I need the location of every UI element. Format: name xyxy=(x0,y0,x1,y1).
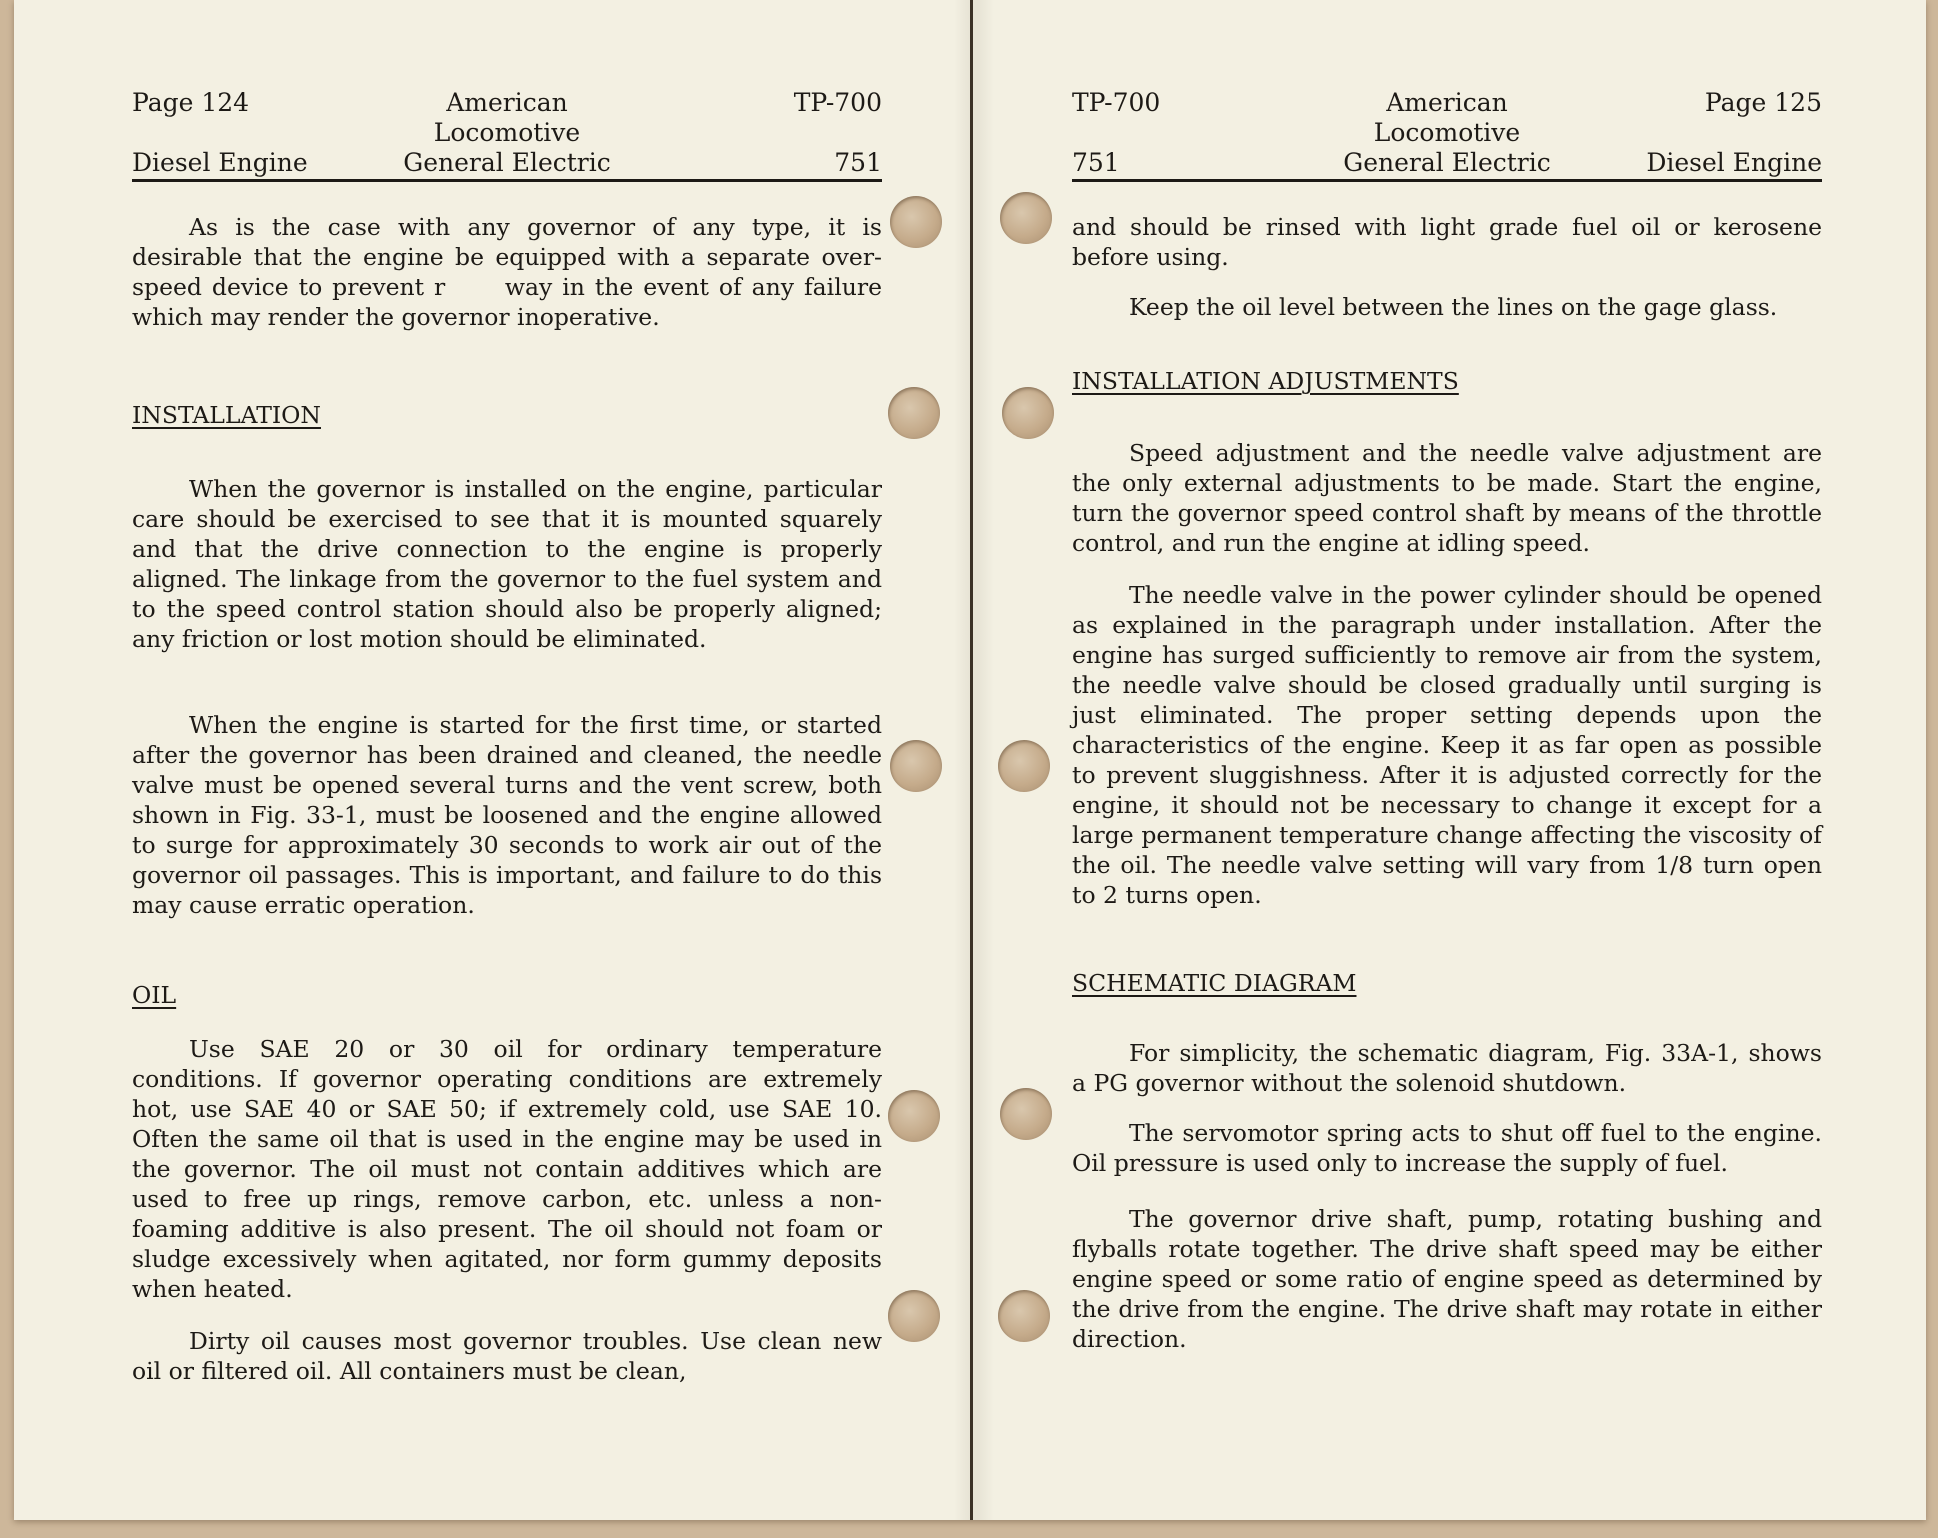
continued-paragraph: and should be rinsed with light grade fuel oil or kerosene before using. xyxy=(1072,213,1822,271)
punch-hole xyxy=(998,1290,1050,1342)
intro-paragraph: As is the case with any governor of any type, it is desirable that the engine be equipped with a separate over-speed device to prevent r way in the event of any failure which may render the governor inoperative. xyxy=(132,213,890,331)
open-manual-spread xyxy=(14,0,1926,1520)
model-number: 751 xyxy=(1072,148,1120,177)
schematic-paragraph: The governor drive shaft, pump, rotating bushing and flyballs rotate together. The drive shaft speed may be either engine speed or some ratio of engine speed as determined by the drive from the engine. The drive shaft may rotate in either direction. xyxy=(1072,1205,1822,1353)
punch-hole xyxy=(888,1090,940,1142)
model-number: 751 xyxy=(834,148,882,177)
punch-hole xyxy=(890,196,942,248)
installation-paragraph: When the engine is started for the first time, or started after the governor has been drained and cleaned, the needle valve must be opened several turns and the vent screw, both shown in Fig. 33-1, must be loosened and the engine allowed to surge for approximately 30 seconds to work air out of the governor oil passages. This is important, and failure to do this may cause erratic operation. xyxy=(132,711,882,919)
punch-hole xyxy=(1002,387,1054,439)
spine-shadow xyxy=(954,0,994,1520)
adjustment-paragraph: Speed adjustment and the needle valve adjustment are the only external adjustments to be made. Start the engine, turn the governor speed control shaft by means of the throttle control, and run the engine at idling speed. xyxy=(1072,439,1822,557)
punch-hole xyxy=(888,1290,940,1342)
document-number: TP-700 xyxy=(1072,88,1161,117)
right-page xyxy=(1072,88,1822,1354)
engine-label: Diesel Engine xyxy=(132,148,308,177)
punch-hole xyxy=(1000,192,1052,244)
section-heading-installation-adjustments: INSTALLATION ADJUSTMENTS xyxy=(1072,367,1459,395)
manufacturer: American Locomotive xyxy=(1373,88,1521,147)
oil-paragraph: Use SAE 20 or 30 oil for ordinary temperature conditions. If governor operating conditions are extremely hot, use SAE 40 or SAE 50; if extremely cold, use SAE 10. Often the same oil that is used in the engine may be used in the governor. The oil must not contain additives which are used to free up rings, remove carbon, etc. unless a non-foaming additive is also present. The oil should not foam or sludge excessively when agitated, nor form gummy deposits when heated. xyxy=(132,1035,882,1303)
punch-hole xyxy=(998,740,1050,792)
adjustment-paragraph: The needle valve in the power cylinder should be opened as explained in the paragraph under installation. After the engine has surged sufficiently to remove air from the system, the needle valve should be closed gradually until surging is just eliminated. The proper setting depends upon the characteristics of the engine. Keep it as far open as possible to prevent sluggishness. After it is adjusted correctly for the engine, it should not be necessary to change it except for a large permanent temperature change affecting the viscosity of the oil. The needle valve setting will vary from 1/8 turn open to 2 turns open. xyxy=(1072,581,1822,909)
left-page xyxy=(132,88,890,1386)
running-header xyxy=(1072,88,1822,182)
section-heading-schematic-diagram: SCHEMATIC DIAGRAM xyxy=(1072,969,1357,997)
punch-hole xyxy=(888,387,940,439)
running-header xyxy=(132,88,882,182)
document-number: TP-700 xyxy=(793,88,882,117)
page-number: Page 125 xyxy=(1704,88,1822,117)
engine-label: Diesel Engine xyxy=(1646,148,1822,177)
manufacturer: American Locomotive xyxy=(433,88,581,147)
punch-hole xyxy=(1000,1088,1052,1140)
section-heading-installation: INSTALLATION xyxy=(132,401,321,429)
schematic-paragraph: The servomotor spring acts to shut off fuel to the engine. Oil pressure is used only to increase the supply of fuel. xyxy=(1072,1119,1822,1177)
oil-level-paragraph: Keep the oil level between the lines on the gage glass. xyxy=(1129,293,1778,321)
installation-paragraph: When the governor is installed on the engine, particular care should be exercised to see that it is mounted squarely and that the drive connection to the engine is properly aligned. The linkage from the governor to the fuel system and to the speed control station should also be properly aligned; any friction or lost motion should be eliminated. xyxy=(132,475,882,653)
page-number: Page 124 xyxy=(132,88,250,117)
oil-paragraph: Dirty oil causes most governor troubles. Use clean new oil or filtered oil. All containers must be clean, xyxy=(132,1327,882,1385)
book-spine xyxy=(970,0,973,1520)
manufacturer-secondary: General Electric xyxy=(403,148,611,177)
section-heading-oil: OIL xyxy=(132,981,177,1009)
schematic-paragraph: For simplicity, the schematic diagram, Fig. 33A-1, shows a PG governor without the solenoid shutdown. xyxy=(1072,1039,1822,1097)
punch-hole xyxy=(890,740,942,792)
manufacturer-secondary: General Electric xyxy=(1343,148,1551,177)
